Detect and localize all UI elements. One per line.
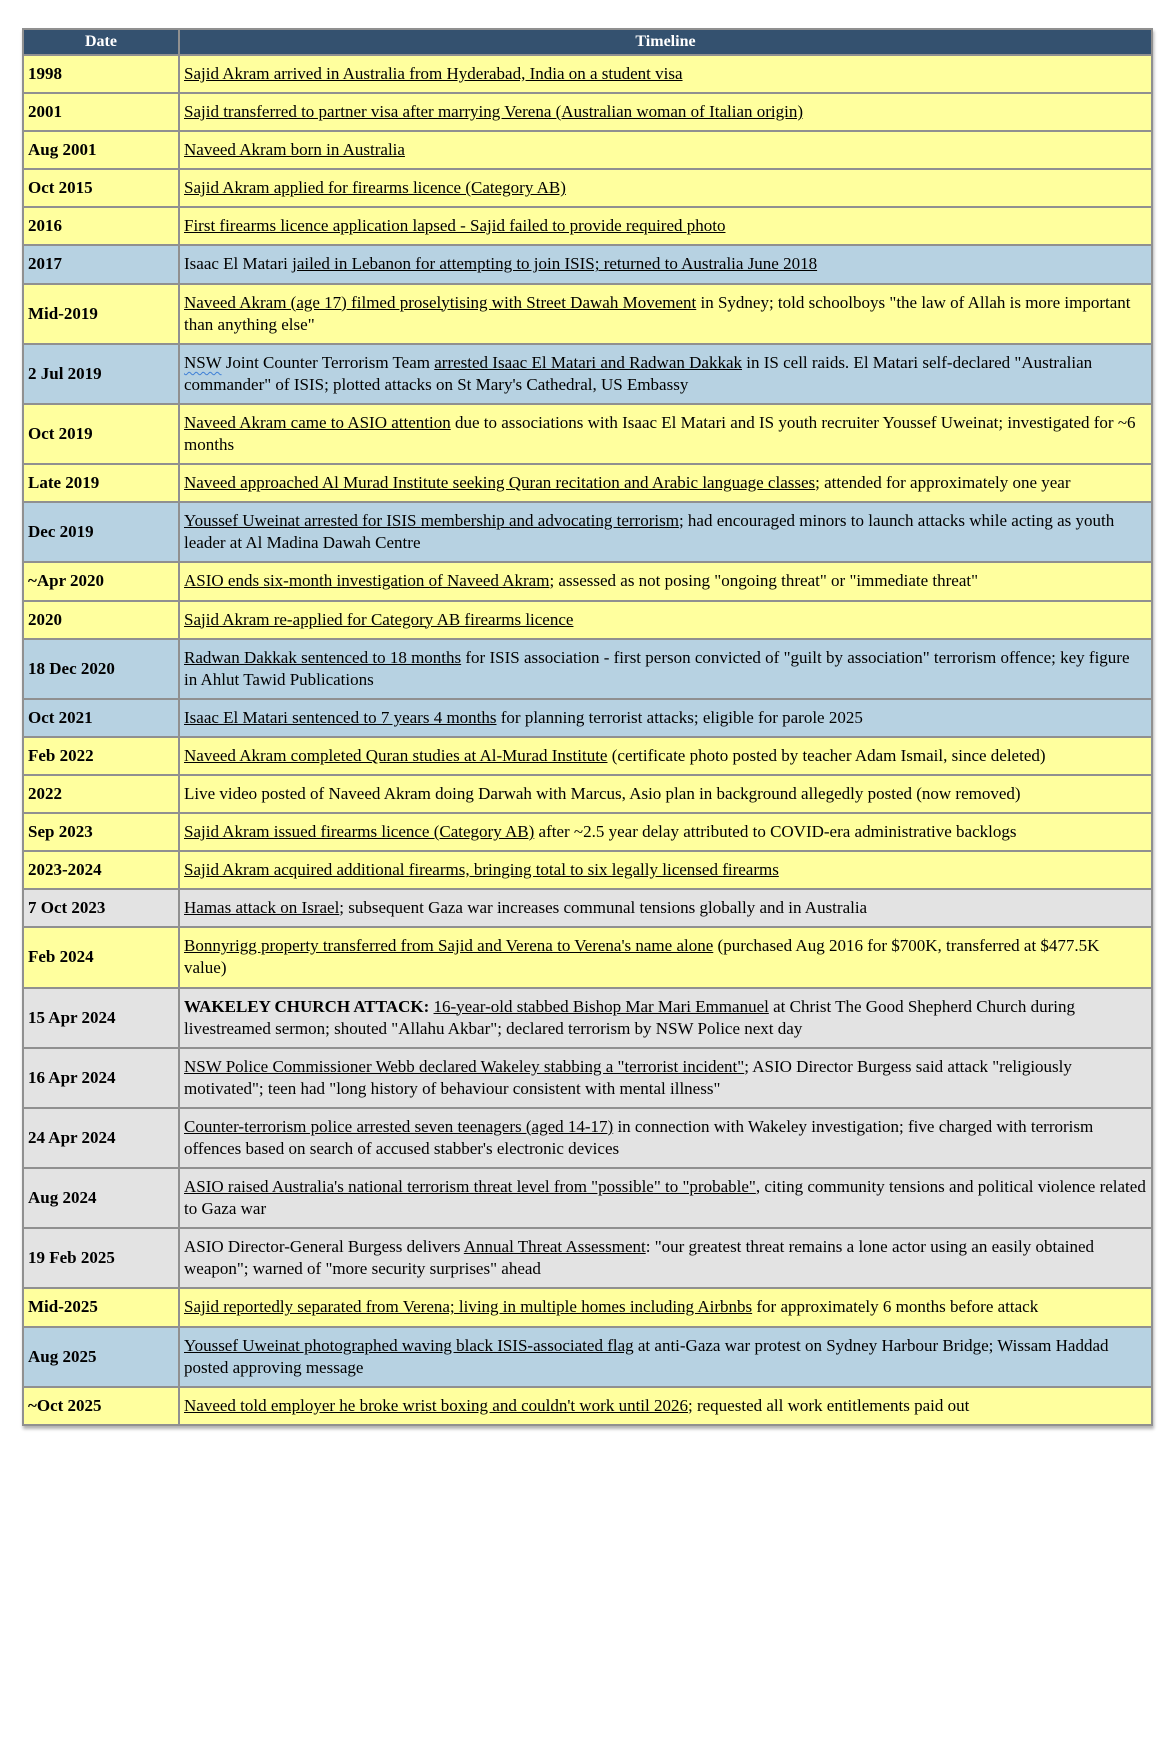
- date-cell: Feb 2024: [23, 927, 179, 987]
- date-cell: Mid-2025: [23, 1288, 179, 1326]
- timeline-link[interactable]: Naveed told employer he broke wrist boxing and couldn't work until 2026: [184, 1395, 688, 1415]
- timeline-text: (purchased Aug 2016 for $700K, transferred at $477.5K value): [184, 936, 1100, 978]
- timeline-text: for planning terrorist attacks; eligible for parole 2025: [496, 707, 863, 727]
- spellcheck-flagged-word: NSW: [184, 352, 222, 372]
- table-row: [23, 1228, 1152, 1288]
- timeline-cell: [179, 1168, 1152, 1228]
- table-row: [23, 988, 1152, 1048]
- timeline-link[interactable]: Bonnyrigg property transferred from Sajid and Verena to Verena's name alone: [184, 936, 714, 956]
- timeline-cell: [179, 1387, 1152, 1425]
- timeline-cell: [179, 1048, 1152, 1108]
- timeline-cell: [179, 775, 1152, 813]
- table-row: [23, 131, 1152, 169]
- timeline-cell: [179, 502, 1152, 562]
- table-row: [23, 55, 1152, 93]
- timeline-text: ASIO Director-General Burgess delivers: [184, 1237, 464, 1257]
- timeline-text: Joint Counter Terrorism Team: [221, 352, 435, 372]
- date-cell: 2001: [23, 93, 179, 131]
- timeline-cell: [179, 169, 1152, 207]
- timeline-link[interactable]: Hamas attack on Israel: [184, 898, 340, 918]
- timeline-text: ; subsequent Gaza war increases communal tensions globally and in Australia: [339, 898, 868, 918]
- date-cell: 19 Feb 2025: [23, 1228, 179, 1288]
- timeline-cell: [179, 464, 1152, 502]
- timeline-cell: [179, 404, 1152, 464]
- timeline-cell: [179, 245, 1152, 283]
- table-row: [23, 889, 1152, 927]
- table-row: [23, 404, 1152, 464]
- timeline-cell: [179, 207, 1152, 245]
- date-cell: Dec 2019: [23, 502, 179, 562]
- timeline-text: for approximately 6 months before attack: [752, 1297, 1039, 1317]
- timeline-text: at Christ The Good Shepherd Church during livestreamed sermon; shouted "Allahu Akbar"; declared terrorism by NSW Police next day: [184, 996, 1075, 1038]
- table-row: [23, 927, 1152, 987]
- date-cell: 24 Apr 2024: [23, 1108, 179, 1168]
- timeline-link[interactable]: Sajid Akram issued firearms licence (Category AB): [184, 822, 535, 842]
- timeline-link[interactable]: Sajid reportedly separated from Verena; living in multiple homes including Airbnbs: [184, 1297, 753, 1317]
- timeline-link[interactable]: NSW Police Commissioner Webb declared Wakeley stabbing a "terrorist incident": [184, 1056, 745, 1076]
- date-cell: 2017: [23, 245, 179, 283]
- table-row: [23, 699, 1152, 737]
- table-row: [23, 1168, 1152, 1228]
- timeline-text: ; assessed as not posing "ongoing threat" or "immediate threat": [549, 571, 979, 591]
- timeline-cell: [179, 988, 1152, 1048]
- timeline-link[interactable]: Sajid Akram arrived in Australia from Hyderabad, India on a student visa: [184, 64, 683, 83]
- timeline-link[interactable]: Sajid Akram re-applied for Category AB firearms licence: [184, 609, 574, 629]
- header-row: [23, 29, 1152, 55]
- timeline-text: ; requested all work entitlements paid out: [688, 1395, 970, 1415]
- timeline-link[interactable]: ASIO ends six-month investigation of Naveed Akram: [184, 571, 550, 591]
- date-cell: 2022: [23, 775, 179, 813]
- date-cell: Mid-2019: [23, 284, 179, 344]
- table-row: [23, 464, 1152, 502]
- timeline-text: : "our greatest threat remains a lone actor using an easily obtained weapon"; warned of "more security surprises" ahead: [184, 1237, 1095, 1279]
- timeline-table-body: [23, 55, 1152, 1425]
- timeline-text: at anti-Gaza war protest on Sydney Harbour Bridge; Wissam Haddad posted approving message: [184, 1335, 1109, 1377]
- date-cell: 2 Jul 2019: [23, 344, 179, 404]
- table-row: [23, 207, 1152, 245]
- timeline-link[interactable]: Naveed Akram (age 17) filmed proselytising with Street Dawah Movement: [184, 292, 697, 312]
- table-row: [23, 169, 1152, 207]
- date-cell: ~Apr 2020: [23, 562, 179, 600]
- timeline-cell: [179, 562, 1152, 600]
- timeline-link[interactable]: Naveed Akram came to ASIO attention: [184, 412, 451, 432]
- timeline-link[interactable]: Youssef Uweinat photographed waving black ISIS-associated flag: [184, 1335, 634, 1355]
- timeline-link[interactable]: Naveed Akram completed Quran studies at Al-Murad Institute: [184, 745, 608, 765]
- timeline-text: , citing community tensions and political violence related to Gaza war: [184, 1177, 1146, 1219]
- table-row: [23, 639, 1152, 699]
- timeline-link[interactable]: arrested Isaac El Matari and Radwan Dakkak: [434, 352, 743, 372]
- date-cell: 15 Apr 2024: [23, 988, 179, 1048]
- table-row: [23, 601, 1152, 639]
- timeline-cell: [179, 344, 1152, 404]
- date-cell: Aug 2024: [23, 1168, 179, 1228]
- timeline-link[interactable]: Counter-terrorism police arrested seven teenagers (aged 14-17): [184, 1116, 614, 1136]
- timeline-cell: [179, 851, 1152, 889]
- date-cell: Sep 2023: [23, 813, 179, 851]
- timeline-cell: [179, 93, 1152, 131]
- timeline-cell: [179, 927, 1152, 987]
- timeline-cell: [179, 1108, 1152, 1168]
- date-cell: Aug 2025: [23, 1327, 179, 1387]
- date-cell: Oct 2015: [23, 169, 179, 207]
- table-row: [23, 344, 1152, 404]
- timeline-link[interactable]: ASIO raised Australia's national terrorism threat level from "possible" to "probable": [184, 1177, 756, 1197]
- table-row: [23, 1387, 1152, 1425]
- timeline-text: after ~2.5 year delay attributed to COVID-era administrative backlogs: [534, 822, 1017, 842]
- timeline-cell: [179, 699, 1152, 737]
- date-cell: Oct 2021: [23, 699, 179, 737]
- date-cell: Late 2019: [23, 464, 179, 502]
- table-row: [23, 502, 1152, 562]
- date-cell: 18 Dec 2020: [23, 639, 179, 699]
- timeline-text: Isaac El Matari: [184, 254, 293, 274]
- date-cell: 1998: [23, 55, 179, 93]
- timeline-link[interactable]: Naveed approached Al Murad Institute seeking Quran recitation and Arabic language classes: [184, 473, 816, 493]
- timeline-bold-text: WAKELEY CHURCH ATTACK:: [184, 996, 434, 1016]
- table-row: [23, 851, 1152, 889]
- timeline-link[interactable]: Sajid Akram applied for firearms licence (Category AB): [184, 178, 566, 198]
- date-cell: 2020: [23, 601, 179, 639]
- timeline-link[interactable]: Youssef Uweinat arrested for ISIS membership and advocating terrorism: [184, 511, 679, 531]
- timeline-text: Live video posted of Naveed Akram doing Darwah with Marcus, Asio plan in background allegedly posted (now removed): [184, 783, 1021, 803]
- date-cell: 7 Oct 2023: [23, 889, 179, 927]
- timeline-cell: [179, 55, 1152, 93]
- date-cell: Aug 2001: [23, 131, 179, 169]
- timeline-text: ; ASIO Director Burgess said attack "religiously motivated"; teen had "long history of behaviour consistent with mental illness": [184, 1056, 1072, 1098]
- timeline-link[interactable]: Naveed Akram born in Australia: [184, 140, 405, 160]
- table-row: [23, 737, 1152, 775]
- timeline-link[interactable]: Radwan Dakkak sentenced to 18 months: [184, 647, 462, 667]
- timeline-text: ; had encouraged minors to launch attacks while acting as youth leader at Al Madina Dawah Centre: [184, 511, 1115, 553]
- timeline-text: in Sydney; told schoolboys "the law of Allah is more important than anything else": [184, 292, 1131, 334]
- timeline-cell: [179, 601, 1152, 639]
- table-row: [23, 813, 1152, 851]
- timeline-cell: [179, 1228, 1152, 1288]
- table-row: [23, 245, 1152, 283]
- table-row: [23, 1327, 1152, 1387]
- timeline-cell: [179, 1288, 1152, 1326]
- column-header-timeline: Timeline: [179, 29, 1152, 55]
- timeline-table: [22, 28, 1153, 1426]
- timeline-text: (certificate photo posted by teacher Adam Ismail, since deleted): [607, 745, 1046, 765]
- table-row: [23, 1108, 1152, 1168]
- timeline-link[interactable]: Isaac El Matari sentenced to 7 years 4 months: [184, 707, 497, 727]
- timeline-cell: [179, 1327, 1152, 1387]
- timeline-link[interactable]: Sajid transferred to partner visa after marrying Verena (Australian woman of Italian origin): [184, 102, 804, 122]
- date-cell: Oct 2019: [23, 404, 179, 464]
- timeline-link[interactable]: Sajid Akram acquired additional firearms, bringing total to six legally licensed firearms: [184, 860, 779, 880]
- timeline-text: in IS cell raids. El Matari self-declared "Australian commander" of ISIS; plotted attacks on St Mary's Cathedral, US Embassy: [184, 352, 1093, 394]
- table-row: [23, 1048, 1152, 1108]
- timeline-link[interactable]: First firearms licence application lapsed - Sajid failed to provide required photo: [184, 216, 726, 236]
- table-row: [23, 775, 1152, 813]
- column-header-date: Date: [23, 29, 179, 55]
- timeline-cell: [179, 889, 1152, 927]
- timeline-text: ; attended for approximately one year: [815, 473, 1071, 493]
- date-cell: 2016: [23, 207, 179, 245]
- timeline-link[interactable]: Annual Threat Assessment: [463, 1237, 646, 1257]
- timeline-text: due to associations with Isaac El Matari and IS youth recruiter Youssef Uweinat; investigated for ~6 months: [184, 412, 1136, 455]
- table-row: [23, 93, 1152, 131]
- date-cell: 16 Apr 2024: [23, 1048, 179, 1108]
- date-cell: Feb 2022: [23, 737, 179, 775]
- timeline-cell: [179, 131, 1152, 169]
- timeline-text: in connection with Wakeley investigation; five charged with terrorism offences based on search of accused stabber's electronic devices: [184, 1116, 1094, 1158]
- table-row: [23, 284, 1152, 344]
- table-row: [23, 562, 1152, 600]
- timeline-cell: [179, 639, 1152, 699]
- timeline-link[interactable]: 16-year-old stabbed Bishop Mar Mari Emmanuel: [433, 996, 769, 1016]
- table-row: [23, 1288, 1152, 1326]
- timeline-text: for ISIS association - first person convicted of "guilt by association" terrorism offence; key figure in Ahlut Tawid Publications: [184, 647, 1130, 689]
- date-cell: 2023-2024: [23, 851, 179, 889]
- timeline-link[interactable]: jailed in Lebanon for attempting to join ISIS; returned to Australia June 2018: [292, 254, 818, 274]
- date-cell: ~Oct 2025: [23, 1387, 179, 1425]
- timeline-cell: [179, 284, 1152, 344]
- timeline-cell: [179, 813, 1152, 851]
- timeline-cell: [179, 737, 1152, 775]
